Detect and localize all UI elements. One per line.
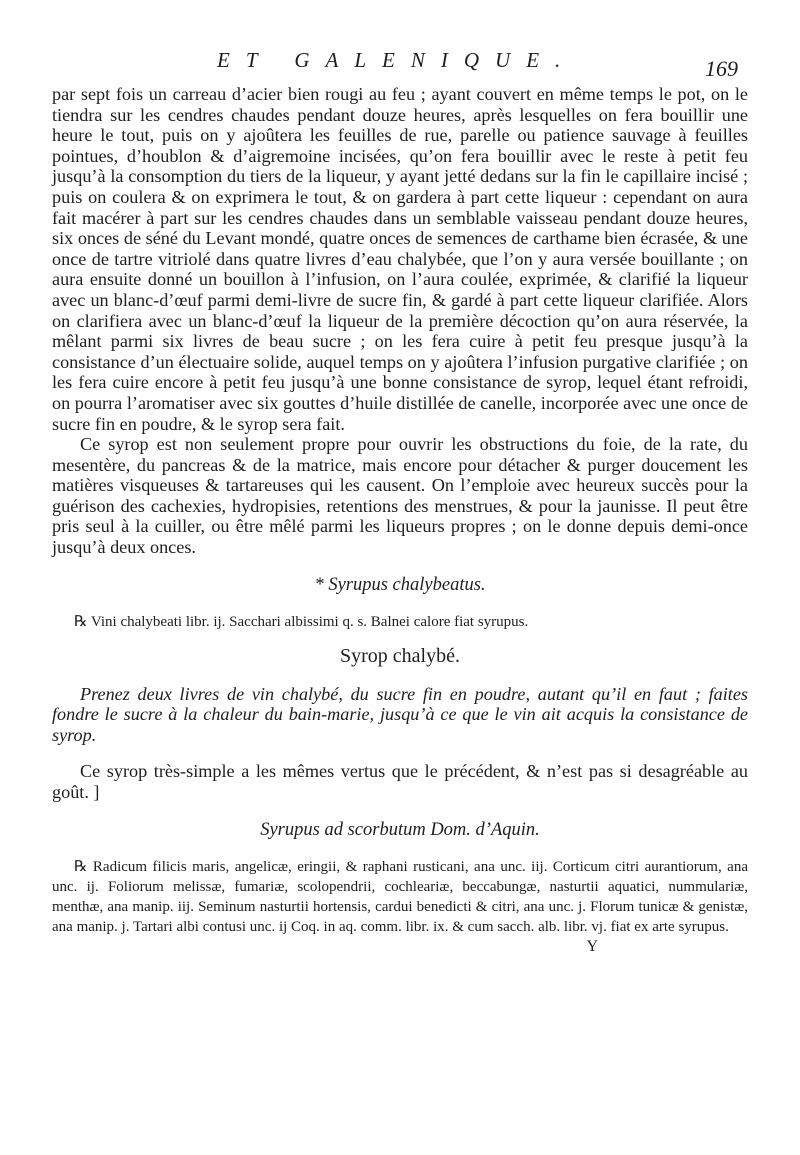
spacer (52, 596, 748, 612)
running-head (52, 44, 748, 84)
spacer (52, 803, 748, 819)
recipe-heading-scorbut: Syrupus ad scorbutum Dom. d’Aquin. (260, 819, 540, 840)
paragraph-recipe-french: Prenez deux livres de vin chalybé, du sucre fin en poudre, autant qu’il en faut ; faites fondre le sucre à la chaleur du bain-marie, jusqu’à ce que le vin ait acquis la consistance de syrop. (52, 683, 748, 745)
spacer (52, 632, 748, 644)
recipe-scorbut: ℞ Radicum filicis maris, angelicæ, eringii, & raphani rusticani, ana unc. iij. Corticum citri aurantiorum, ana unc. ij. Foliorum melissæ, fumariæ, scolopendrii, cochleariæ, beccabungæ, nasturtii aquatici, nummulariæ, menthæ, ana manip. iij. Seminum nasturtii hortensis, cardui benedicti & citri, ana unc. j. Florum tunicæ & genistæ, ana manip. j. Tartari albi contusi unc. ij Coq. in aq. comm. libr. ix. & cum sacch. alb. libr. vj. fiat ex arte syrupus. (52, 858, 748, 935)
running-title: ET GALENIQUE. (217, 48, 577, 72)
recipe-heading-french: Syrop chalybé. (340, 644, 460, 667)
signature-mark: Y (586, 937, 598, 955)
spacer (52, 745, 748, 761)
spacer (52, 668, 748, 684)
paragraph-virtues: Ce syrop est non seulement propre pour ouvrir les obstructions du foie, de la rate, du mesentère, du pancreas & de la matrice, mais encore pour détacher & purger doucement les matières visqueuses & tartareuses qui les causent. On l’emploie avec heureux succès pour la guérison des cachexies, hydropisies, retentions des menstrues, & pour la jaunisse. Il peut être pris seul à la cuiller, ou être mêlé parmi les liqueurs propres ; on le donne depuis demi-once jusqu’à deux onces. (52, 434, 748, 558)
page-number: 169 (705, 56, 738, 81)
spacer (52, 558, 748, 574)
spacer (52, 841, 748, 857)
paragraph-preparation: par sept fois un carreau d’acier bien rougi au feu ; ayant couvert en même temps le pot, on le tiendra sur les cendres chaudes pendant douze heures, après lesquelles on fera bouillir une heure le tout, puis on y ajoûtera les feuilles de rue, parelle ou patience sauvage à feuilles pointues, d’houblon & d’aigremoine incisées, qu’on fera bouillir avec le reste à petit feu jusqu’à la consomption du tiers de la liqueur, y ayant jetté dedans sur la fin le capillaire incisé ; puis on coulera & on exprimera le tout, & on gardera à part cette liqueur : cependant on aura fait macérer à part sur les cendres chaudes dans un semblable vaisseau pendant douze heures, six onces de séné du Levant mondé, quatre onces de semences de carthame bien écrasée, & une once de tartre vitriolé dans quatre livres d’eau chalybée, que l’on y aura versée bouillante ; on aura ensuite donné un bouillon à l’infusion, on l’aura coulée, exprimée, & clarifié la liqueur avec un blanc-d’œuf parmi demi-livre de sucre fin, & gardé à part cette liqueur clarifiée. Alors on clarifiera avec un blanc-d’œuf la liqueur de la première décoction qu’on aura réservée, la mêlant parmi six livres de beau sucre ; on les fera cuire à petit feu presque jusqu’à la consistance d’un électuaire solide, auquel temps on y ajoûtera l’infusion purgative clarifiée ; on les fera cuire encore à petit feu jusqu’à une bonne consistance de syrop, lequel étant refroidi, on pourra l’aromatiser avec six gouttes d’huile distillée de canelle, incorporée avec une once de sucre fin en poudre, & le syrop sera fait. (52, 84, 748, 434)
recipe-latin: ℞ Vini chalybeati libr. ij. Sacchari albissimi q. s. Balnei calore fiat syrupus. (74, 613, 529, 630)
recipe-heading-latin: * Syrupus chalybeatus. (314, 574, 486, 595)
paragraph-comment: Ce syrop très-simple a les mêmes vertus que le précédent, & n’est pas si desagréable au goût. ] (52, 761, 748, 803)
